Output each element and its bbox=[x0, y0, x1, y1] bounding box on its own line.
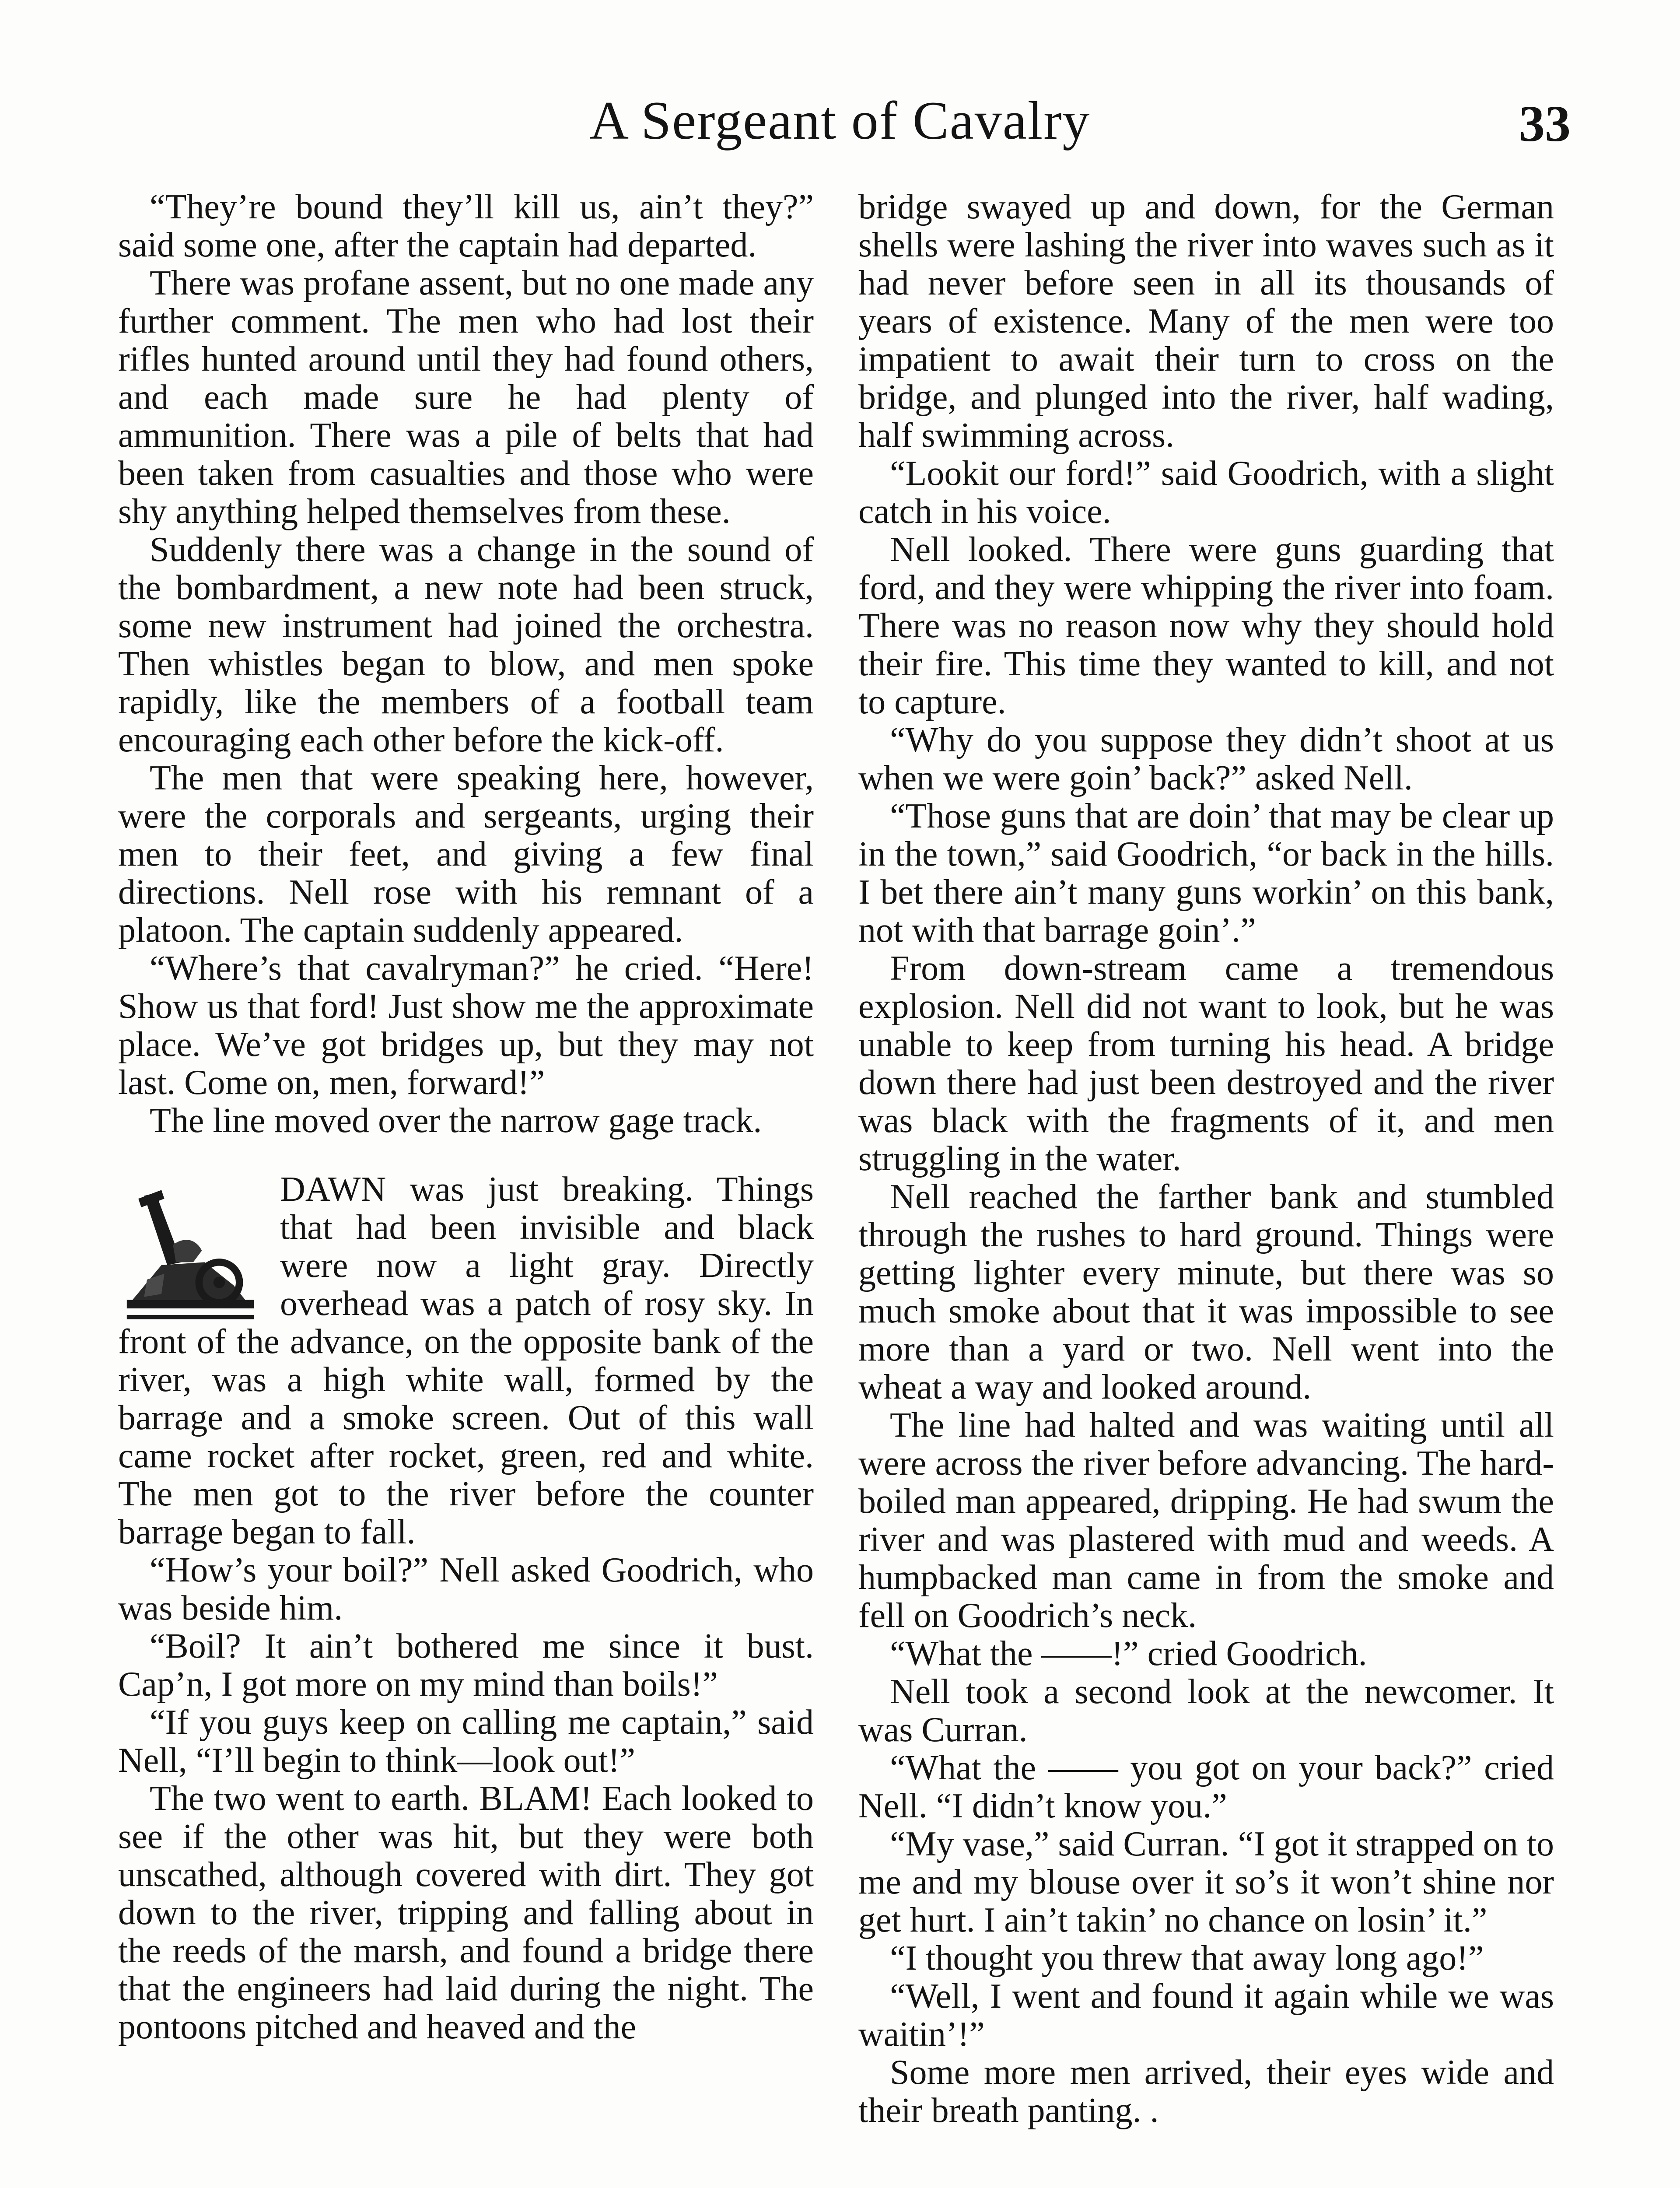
running-title: A Sergeant of Cavalry bbox=[589, 91, 1091, 151]
paragraph: The line had halted and was waiting until all were across the river before advancing. The hard-boiled man appeared, dripping. He had swum the river and was plastered with mud and weeds. A humpbacked man came in from the smoke and fell on Goodrich’s neck. bbox=[858, 1406, 1554, 1635]
paragraph: “Lookit our ford!” said Goodrich, with a slight catch in his voice. bbox=[858, 454, 1554, 531]
page-header bbox=[0, 85, 1680, 160]
right-column bbox=[858, 188, 1554, 2130]
paragraph: “How’s your boil?” Nell asked Goodrich, who was beside him. bbox=[118, 1551, 814, 1627]
paragraph: There was profane assent, but no one made any further comment. The men who had lost their rifles hunted around until they had found others, and each made sure he had plenty of ammunition. There was a pile of belts that had been taken from casualties and those who were shy anything helped themselves from these. bbox=[118, 264, 814, 531]
paragraph: “Why do you suppose they didn’t shoot at us when we were goin’ back?” asked Nell. bbox=[858, 721, 1554, 797]
paragraph: “What the ——!” cried Goodrich. bbox=[890, 1634, 1367, 1673]
paragraph: Suddenly there was a change in the sound of the bombardment, a new note had been struck, some new instrument had joined the orchestra. Then whistles began to blow, and men spoke rapidly, like the members of a football team encouraging each other before the kick-off. bbox=[118, 530, 814, 759]
paragraph: Some more men arrived, their eyes wide and their breath panting. . bbox=[858, 2053, 1554, 2130]
dropcap-paragraph: DAWN was just breaking. Things that had been invisible and black were now a light gray. Directly overhead was a patch of rosy sky. In front of the advance, on the opposite bank of the river, was a high white wall, formed by the barrage and a smoke screen. Out of this wall came rocket after rocket, green, red and white. The men got to the river before the counter barrage began to fall. bbox=[118, 1170, 814, 1551]
paragraph: The line moved over the narrow gage track. bbox=[150, 1101, 762, 1140]
paragraph: The two went to earth. BLAM! Each looked to see if the other was hit, but they were both unscathed, although covered with dirt. They got down to the river, tripping and falling about in the reeds of the marsh, and found a bridge there that the engineers had laid during the night. The pontoons pitched and heaved and the bbox=[118, 1779, 814, 2046]
paragraph: “If you guys keep on calling me captain,” said Nell, “I’ll begin to think—look out!” bbox=[118, 1703, 814, 1780]
paragraph: Nell took a second look at the newcomer. It was Curran. bbox=[858, 1673, 1554, 1749]
artillery-cannon-icon bbox=[118, 1178, 262, 1323]
paragraph: “Well, I went and found it again while we was waitin’!” bbox=[858, 1977, 1554, 2054]
page-number: 33 bbox=[1519, 95, 1571, 152]
paragraph: “Those guns that are doin’ that may be clear up in the town,” said Goodrich, “or back in the hills. I bet there ain’t many guns workin’ on this bank, not with that barrage goin’.” bbox=[858, 797, 1554, 950]
paragraph: “My vase,” said Curran. “I got it strapped on to me and my blouse over it so’s it won’t shine nor get hurt. I ain’t takin’ no chance on losin’ it.” bbox=[858, 1825, 1554, 1939]
paragraph: Nell looked. There were guns guarding that ford, and they were whipping the river into foam. There was no reason now why they should hold their fire. This time they wanted to kill, and not to capture. bbox=[858, 530, 1554, 721]
left-column bbox=[118, 188, 814, 2046]
paragraph: “Where’s that cavalryman?” he cried. “Here! Show us that ford! Just show me the approximate place. We’ve got bridges up, but they may not last. Come on, men, forward!” bbox=[118, 949, 814, 1102]
paragraph: “Boil? It ain’t bothered me since it bust. Cap’n, I got more on my mind than boils!” bbox=[118, 1627, 814, 1704]
paragraph: “What the —— you got on your back?” cried Nell. “I didn’t know you.” bbox=[858, 1749, 1554, 1825]
paragraph: From down-stream came a tremendous explosion. Nell did not want to look, but he was unable to keep from turning his head. A bridge down there had just been destroyed and the river was black with the fragments of it, and men struggling in the water. bbox=[858, 949, 1554, 1178]
paragraph: “I thought you threw that away long ago!” bbox=[890, 1939, 1484, 1978]
section-opening bbox=[118, 1171, 814, 1551]
paragraph: Nell reached the farther bank and stumbled through the rushes to hard ground. Things were getting lighter every minute, but there was so much smoke about that it was impossible to see more than a yard or two. Nell went into the wheat a way and looked around. bbox=[858, 1178, 1554, 1406]
paragraph: bridge swayed up and down, for the German shells were lashing the river into waves such as it had never before seen in all its thousands of years of existence. Many of the men were too impatient to await their turn to cross on the bridge, and plunged into the river, half wading, half swimming across. bbox=[858, 188, 1554, 455]
paragraph: “They’re bound they’ll kill us, ain’t they?” said some one, after the captain had departed. bbox=[118, 188, 814, 264]
paragraph: The men that were speaking here, however, were the corporals and sergeants, urging their men to their feet, and giving a few final directions. Nell rose with his remnant of a platoon. The captain suddenly appeared. bbox=[118, 759, 814, 950]
